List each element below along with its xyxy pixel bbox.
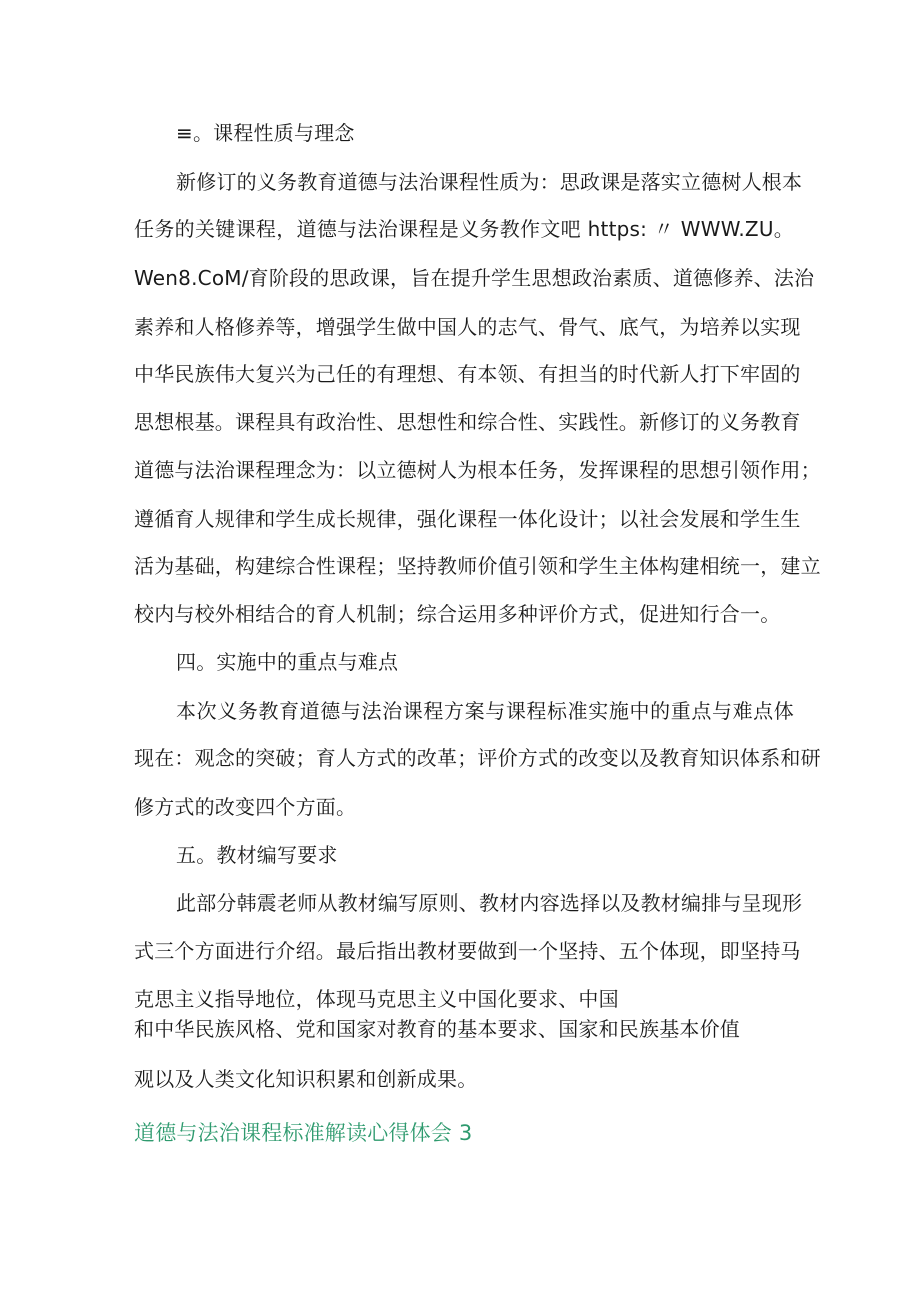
paragraph-line: 克思主义指导地位，体现马克思主义中国化要求、中国 <box>134 987 619 1011</box>
paragraph-line: 观以及人类文化知识积累和创新成果。 <box>134 1067 478 1091</box>
paragraph-line: Wen8.CoM∕育阶段的思政课，旨在提升学生思想政治素质、道德修养、法治 <box>134 266 815 290</box>
paragraph-line: 任务的关键课程，道德与法治课程是义务教作文吧 https: 〃 WWW.ZU。 <box>134 217 794 241</box>
next-document-title: 道德与法治课程标准解读心得体会 3 <box>134 1121 473 1145</box>
section-heading-4: 四。实施中的重点与难点 <box>176 650 399 674</box>
paragraph-line: 和中华民族风格、党和国家对教育的基本要求、国家和民族基本价值 <box>134 1017 740 1041</box>
paragraph-line: 活为基础，构建综合性课程；坚持教师价值引领和学生主体构建相统一，建立 <box>134 554 821 578</box>
paragraph-line: 校内与校外相结合的育人机制；综合运用多种评价方式，促进知行合一。 <box>134 602 781 626</box>
paragraph-line: 中华民族伟大复兴为己任的有理想、有本领、有担当的时代新人打下牢固的 <box>134 362 801 386</box>
paragraph-line: 式三个方面进行介绍。最后指出教材要做到一个坚持、五个体现，即坚持马 <box>134 939 801 963</box>
paragraph-line: 此部分韩震老师从教材编写原则、教材内容选择以及教材编排与呈现形 <box>176 891 803 915</box>
section-heading-3: ≡。课程性质与理念 <box>176 121 355 145</box>
paragraph-line: 素养和人格修养等，增强学生做中国人的志气、骨气、底气，为培养以实现 <box>134 315 801 339</box>
paragraph-line: 思想根基。课程具有政治性、思想性和综合性、实践性。新修订的义务教育 <box>134 410 801 434</box>
paragraph-line: 本次义务教育道德与法治课程方案与课程标准实施中的重点与难点体 <box>176 699 794 723</box>
paragraph-line: 现在：观念的突破；育人方式的改革；评价方式的改变以及教育知识体系和研 <box>134 746 821 770</box>
paragraph-line: 新修订的义务教育道德与法治课程性质为：思政课是落实立德树人根本 <box>176 170 803 194</box>
section-heading-5: 五。教材编写要求 <box>176 843 338 867</box>
paragraph-line: 遵循育人规律和学生成长规律，强化课程一体化设计；以社会发展和学生生 <box>134 507 801 531</box>
paragraph-line: 道德与法治课程理念为：以立德树人为根本任务，发挥课程的思想引领作用； <box>134 458 821 482</box>
paragraph-line: 修方式的改变四个方面。 <box>134 795 357 819</box>
